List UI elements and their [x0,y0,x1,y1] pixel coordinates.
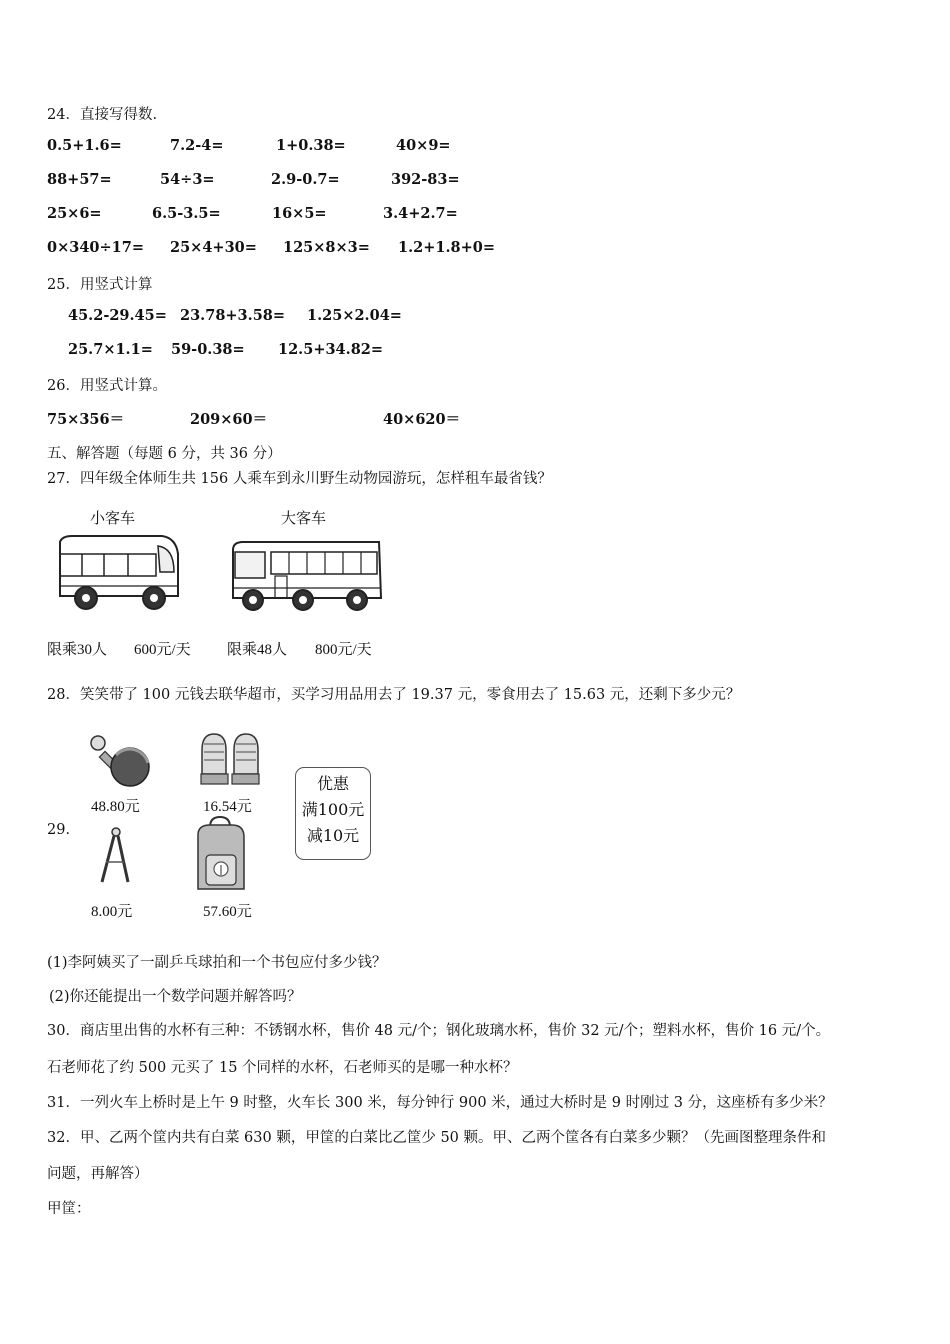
q32-label-jia: 甲筐： [47,1201,91,1217]
q28-text: 28．笑笑带了 100 元钱去联华超市，买学习用品用去了 19.37 元，零食用去了 15.63 元，还剩下多少元？ [47,687,741,703]
gloves-price: 16.54元 [203,799,252,815]
q25-r2-c2: 59-0.38= [171,341,245,358]
q29-number: 29． [47,822,80,838]
gloves-icon [196,730,266,788]
small-bus-capacity: 限乘30人 [47,642,108,658]
q29-sub-2: (2)你还能提出一个数学问题并解答吗？ [49,989,302,1005]
q24-r2-c4: 392-83= [391,171,460,188]
q25-r1-c2: 23.78+3.58= [180,307,286,324]
q26-item-2: 209×60＝ [190,411,268,428]
q26-title: 26．用竖式计算。 [47,378,167,394]
q24-r3-c3: 16×5= [272,205,327,222]
promo-line-1: 满100元 [301,800,365,819]
section-5-heading: 五、解答题（每题 6 分，共 36 分） [47,446,282,462]
q24-r4-c4: 1.2+1.8+0= [398,239,495,256]
large-bus-title: 大客车 [281,511,327,527]
q25-r2-c1: 25.7×1.1= [68,341,153,358]
small-bus-title: 小客车 [90,511,136,527]
q24-title: 24．直接写得数. [47,107,158,123]
q30-line-2: 石老师花了约 500 元买了 15 个同样的水杯，石老师买的是哪一种水杯？ [47,1060,518,1076]
compass-icon [96,826,136,888]
q25-r2-c3: 12.5+34.82= [278,341,384,358]
q24-r1-c1: 0.5+1.6= [47,137,122,154]
q24-r1-c3: 1+0.38= [276,137,346,154]
q24-r3-c4: 3.4+2.7= [383,205,458,222]
q24-r2-c2: 54÷3= [160,171,215,188]
large-bus-capacity: 限乘48人 [227,642,288,658]
small-bus-icon [52,532,184,617]
q32-line-2: 问题，再解答） [47,1166,149,1182]
q24-r2-c3: 2.9-0.7= [271,171,340,188]
promo-line-2: 减10元 [306,826,360,845]
compass-price: 8.00元 [91,904,133,920]
small-bus-price: 600元/天 [134,642,191,658]
q25-r1-c3: 1.25×2.04= [307,307,402,324]
q26-item-1: 75×356＝ [47,411,125,428]
large-bus-price: 800元/天 [315,642,372,658]
q24-r4-c2: 25×4+30= [170,239,257,256]
q31-text: 31．一列火车上桥时是上午 9 时整，火车长 300 米，每分钟行 900 米，通过大桥时是 9 时刚过 3 分，这座桥有多少米？ [47,1095,833,1111]
q30-line-1: 30．商店里出售的水杯有三种：不锈钢水杯，售价 48 元/个；钢化玻璃水杯，售价 32 元/个；塑料水杯，售价 16 元/个。 [47,1023,831,1039]
q29-sub-1: (1)李阿姨买了一副乒乓球拍和一个书包应付多少钱？ [47,955,387,971]
large-bus-icon [227,538,387,616]
q25-title: 25．用竖式计算 [47,277,153,293]
promo-box [295,767,371,860]
q24-r1-c4: 40×9= [396,137,451,154]
q24-r3-c2: 6.5-3.5= [152,205,221,222]
q26-item-3: 40×620＝ [383,411,461,428]
q27-text: 27．四年级全体师生共 156 人乘车到永川野生动物园游玩，怎样租车最省钱？ [47,471,552,487]
backpack-price: 57.60元 [203,904,252,920]
q24-r2-c1: 88+57= [47,171,112,188]
q24-r1-c2: 7.2-4= [170,137,224,154]
q24-r4-c3: 125×8×3= [283,239,370,256]
backpack-icon [192,815,248,895]
ping-pong-paddle-price: 48.80元 [91,799,140,815]
q32-line-1: 32．甲、乙两个筐内共有白菜 630 颗，甲筐的白菜比乙筐少 50 颗。甲、乙两个筐各有白菜多少颗？（先画图整理条件和 [47,1130,827,1146]
q24-r3-c1: 25×6= [47,205,102,222]
promo-title: 优惠 [316,774,349,793]
q25-r1-c1: 45.2-29.45= [68,307,167,324]
ping-pong-paddle-icon [86,733,156,788]
q24-r4-c1: 0×340÷17= [47,239,144,256]
